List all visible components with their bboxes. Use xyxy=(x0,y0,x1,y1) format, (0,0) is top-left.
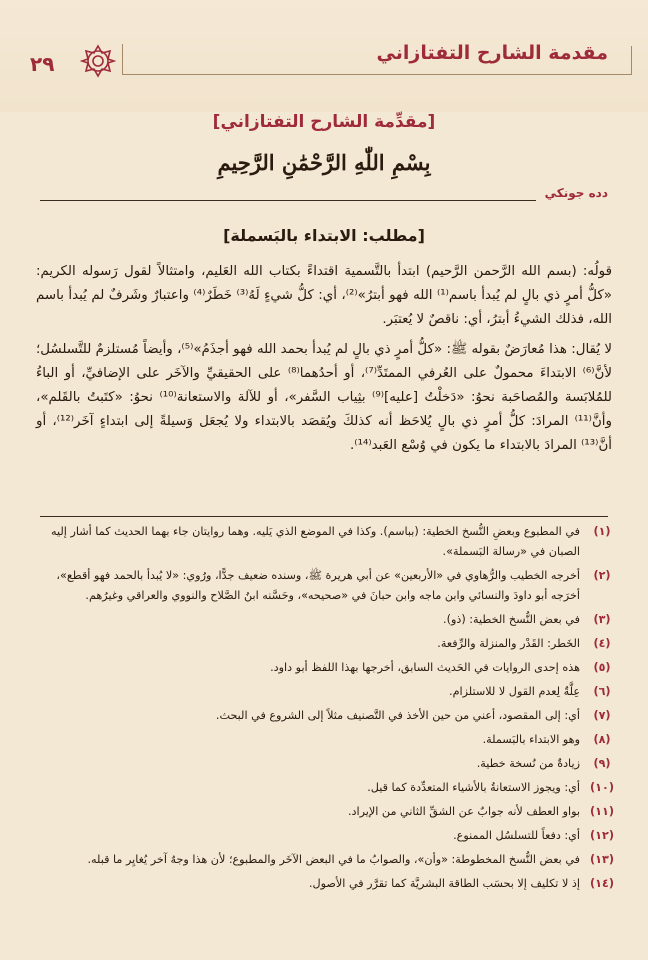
footnote xyxy=(40,706,616,726)
page-number-divider xyxy=(122,44,123,74)
footnote-divider xyxy=(40,516,608,517)
footnote-number: (٦) xyxy=(593,685,611,698)
footnote-number: (١) xyxy=(593,525,611,538)
footnote xyxy=(40,826,616,846)
footnote xyxy=(40,522,616,562)
footnote-number: (٩) xyxy=(593,757,611,770)
footnote-number: (١٤) xyxy=(590,877,614,890)
footnote-text: في بعض النُّسخ الخطية: (ذو). xyxy=(443,613,580,626)
footnote-text: وهو الابتداء بالبَسملة. xyxy=(482,733,580,746)
footnote-text: أخرجه الخطيب والرُّهاوي في «الأربعين» عن أبي هريرة ﷺ، وسنده ضعيف جدًّا، ورُوي: «لا يُبدأ بالحمد فهو أقطع»، أخرَجه أبو داودَ والنسائي وابن ماجه وابن حبانَ في «صحيحه»، وحَسَّنه ابنُ الصَّلاح والنووي والعراقي وغيرُهم. xyxy=(56,569,580,602)
footnote-number: (١٣) xyxy=(590,853,614,866)
footnote-text: هذه إحدى الروايات في الحَديث السابق، أخرجها بهذا اللفظ أبو داود. xyxy=(270,661,580,674)
footnotes xyxy=(40,522,616,898)
footnote-text: الخَطر: القَدْر والمنزلة والرِّفعة. xyxy=(437,637,580,650)
header-rule xyxy=(122,74,632,75)
footnote-number: (١٠) xyxy=(590,781,614,794)
paragraph: لا يُقال: هذا مُعارَضٌ بقوله ﷺ: «كلُّ أمرٍ ذي بالٍ لم يُبدأ بحمد الله فهو أجذَمُ»⁽⁵⁾، وأيضاً مُستلزمٌ للتَّسلسُل؛ لأنَّ⁽⁶⁾ الابتداءَ محمولٌ على العُرفي الممتَدِّ⁽⁷⁾، أو أحدُهما⁽⁸⁾ على الحقيقيِّ والآخَر على الإضافيِّ، أو الباءُ للمُلابَسة والمُصاحَبة نحوُ: «دَخلْتُ [عليه]⁽⁹⁾ بثِياب السَّفر»، أو للآلة والاستعانة⁽¹⁰⁾ نحوُ: «كتَبتُ بالقَلم»، وأنَّ⁽¹¹⁾ المرادَ: كلُّ أمرٍ ذي بالٍ يُلاحَظ أنه كذلكَ ويُقصَد بالابتداء ولا يُجعَل وَسيلةً إلى ابتداءٍ آخَر⁽¹²⁾، أو أنَّ⁽¹³⁾ المرادَ بالابتداء ما يكون في وُسْع العَبد⁽¹⁴⁾. xyxy=(36,342,613,453)
footnote-number: (٨) xyxy=(593,733,611,746)
header-rule-end xyxy=(631,46,632,74)
footnote-text: في بعض النُّسخ المخطوطة: «وأن»، والصوابُ ما في البعض الآخَر والمطبوع؛ لأن هذا وجهٌ آخر يُغايِر ما قبله. xyxy=(87,853,580,866)
running-title: مقدمة الشارح التفتازاني xyxy=(376,42,608,64)
footnote xyxy=(40,850,616,870)
footnote xyxy=(40,610,616,630)
manuscript-tag: دده جونكي xyxy=(544,186,608,200)
footnote xyxy=(40,634,616,654)
footnote-text: عِلَّةٌ لِعدم القول لا للاستلزام. xyxy=(449,685,580,698)
footnote xyxy=(40,730,616,750)
footnote xyxy=(40,682,616,702)
footnote-text: إذ لا تكليف إلا بحسَب الطاقة البشريَّة كما تقرَّر في الأصول. xyxy=(308,877,580,890)
subheading: [مطلب: الابتداء بالبَسملة] xyxy=(223,226,425,245)
footnote-text: أي: إلى المقصود، أعني من حين الأخذ في التَّصنيف مثلاً إلى الشروع في البحث. xyxy=(215,709,580,722)
section-title: [مقدِّمة الشارح التفتازاني] xyxy=(212,112,436,132)
paragraph: قولُه: (بسم الله الرَّحمن الرَّحيم) ابتدأ بالتَّسمية اقتداءً بكتاب الله العَليم، وامتثالاً لقول رَسوله الكريم: «كلُّ أمرٍ ذي بالٍ لم يُبدأ باسم⁽¹⁾ الله فهو أبترُ»⁽²⁾، أي: كلُّ شيءٍ لَهُ⁽³⁾ خَطَرٌ⁽⁴⁾ واعتبارٌ وشَرفٌ لم يُبدأ باسم الله، فذلك الشيءُ أبترُ، أي: ناقصٌ لا يُعتبَر. xyxy=(36,264,612,327)
footnote-number: (٥) xyxy=(593,661,611,674)
footnote-number: (١١) xyxy=(590,805,614,818)
footnote xyxy=(40,778,616,798)
divider-line xyxy=(40,200,536,201)
footnote xyxy=(40,658,616,678)
footnote xyxy=(40,802,616,822)
footnote-text: أي: دفعاً للتسلسُل الممنوع. xyxy=(453,829,580,842)
page-number: ٢٩ xyxy=(30,52,55,76)
footnote xyxy=(40,874,616,894)
footnote-number: (٢) xyxy=(593,569,611,582)
footnote xyxy=(40,566,616,606)
footnote-number: (٣) xyxy=(593,613,611,626)
footnote-number: (١٢) xyxy=(590,829,614,842)
basmala: بِسْمِ اللّٰهِ الرَّحْمَٰنِ الرَّحِيمِ xyxy=(217,150,431,175)
footnote-number: (٤) xyxy=(593,637,611,650)
rosette-ornament-icon xyxy=(80,43,116,79)
footnote-text: زيادةٌ من نُسخة خطية. xyxy=(476,757,580,770)
footnote-text: في المطبوع وبعضِ النُّسخ الخطية: (بباسم). وكذا في الموضع الذي يَليه. وهما روايتان جاء بهما الحديث كما أشار إليه الصبان في «رسالة البَسملة». xyxy=(51,525,580,558)
footnote-text: بواو العطف لأنه جوابٌ عن الشقِّ الثاني من الإيراد. xyxy=(347,805,580,818)
footnote xyxy=(40,754,616,774)
footnote-number: (٧) xyxy=(593,709,611,722)
main-text xyxy=(36,260,612,464)
footnote-text: أي: ويجوز الاستعانةُ بالأشياء المتعدِّدة كما قيل. xyxy=(367,781,580,794)
